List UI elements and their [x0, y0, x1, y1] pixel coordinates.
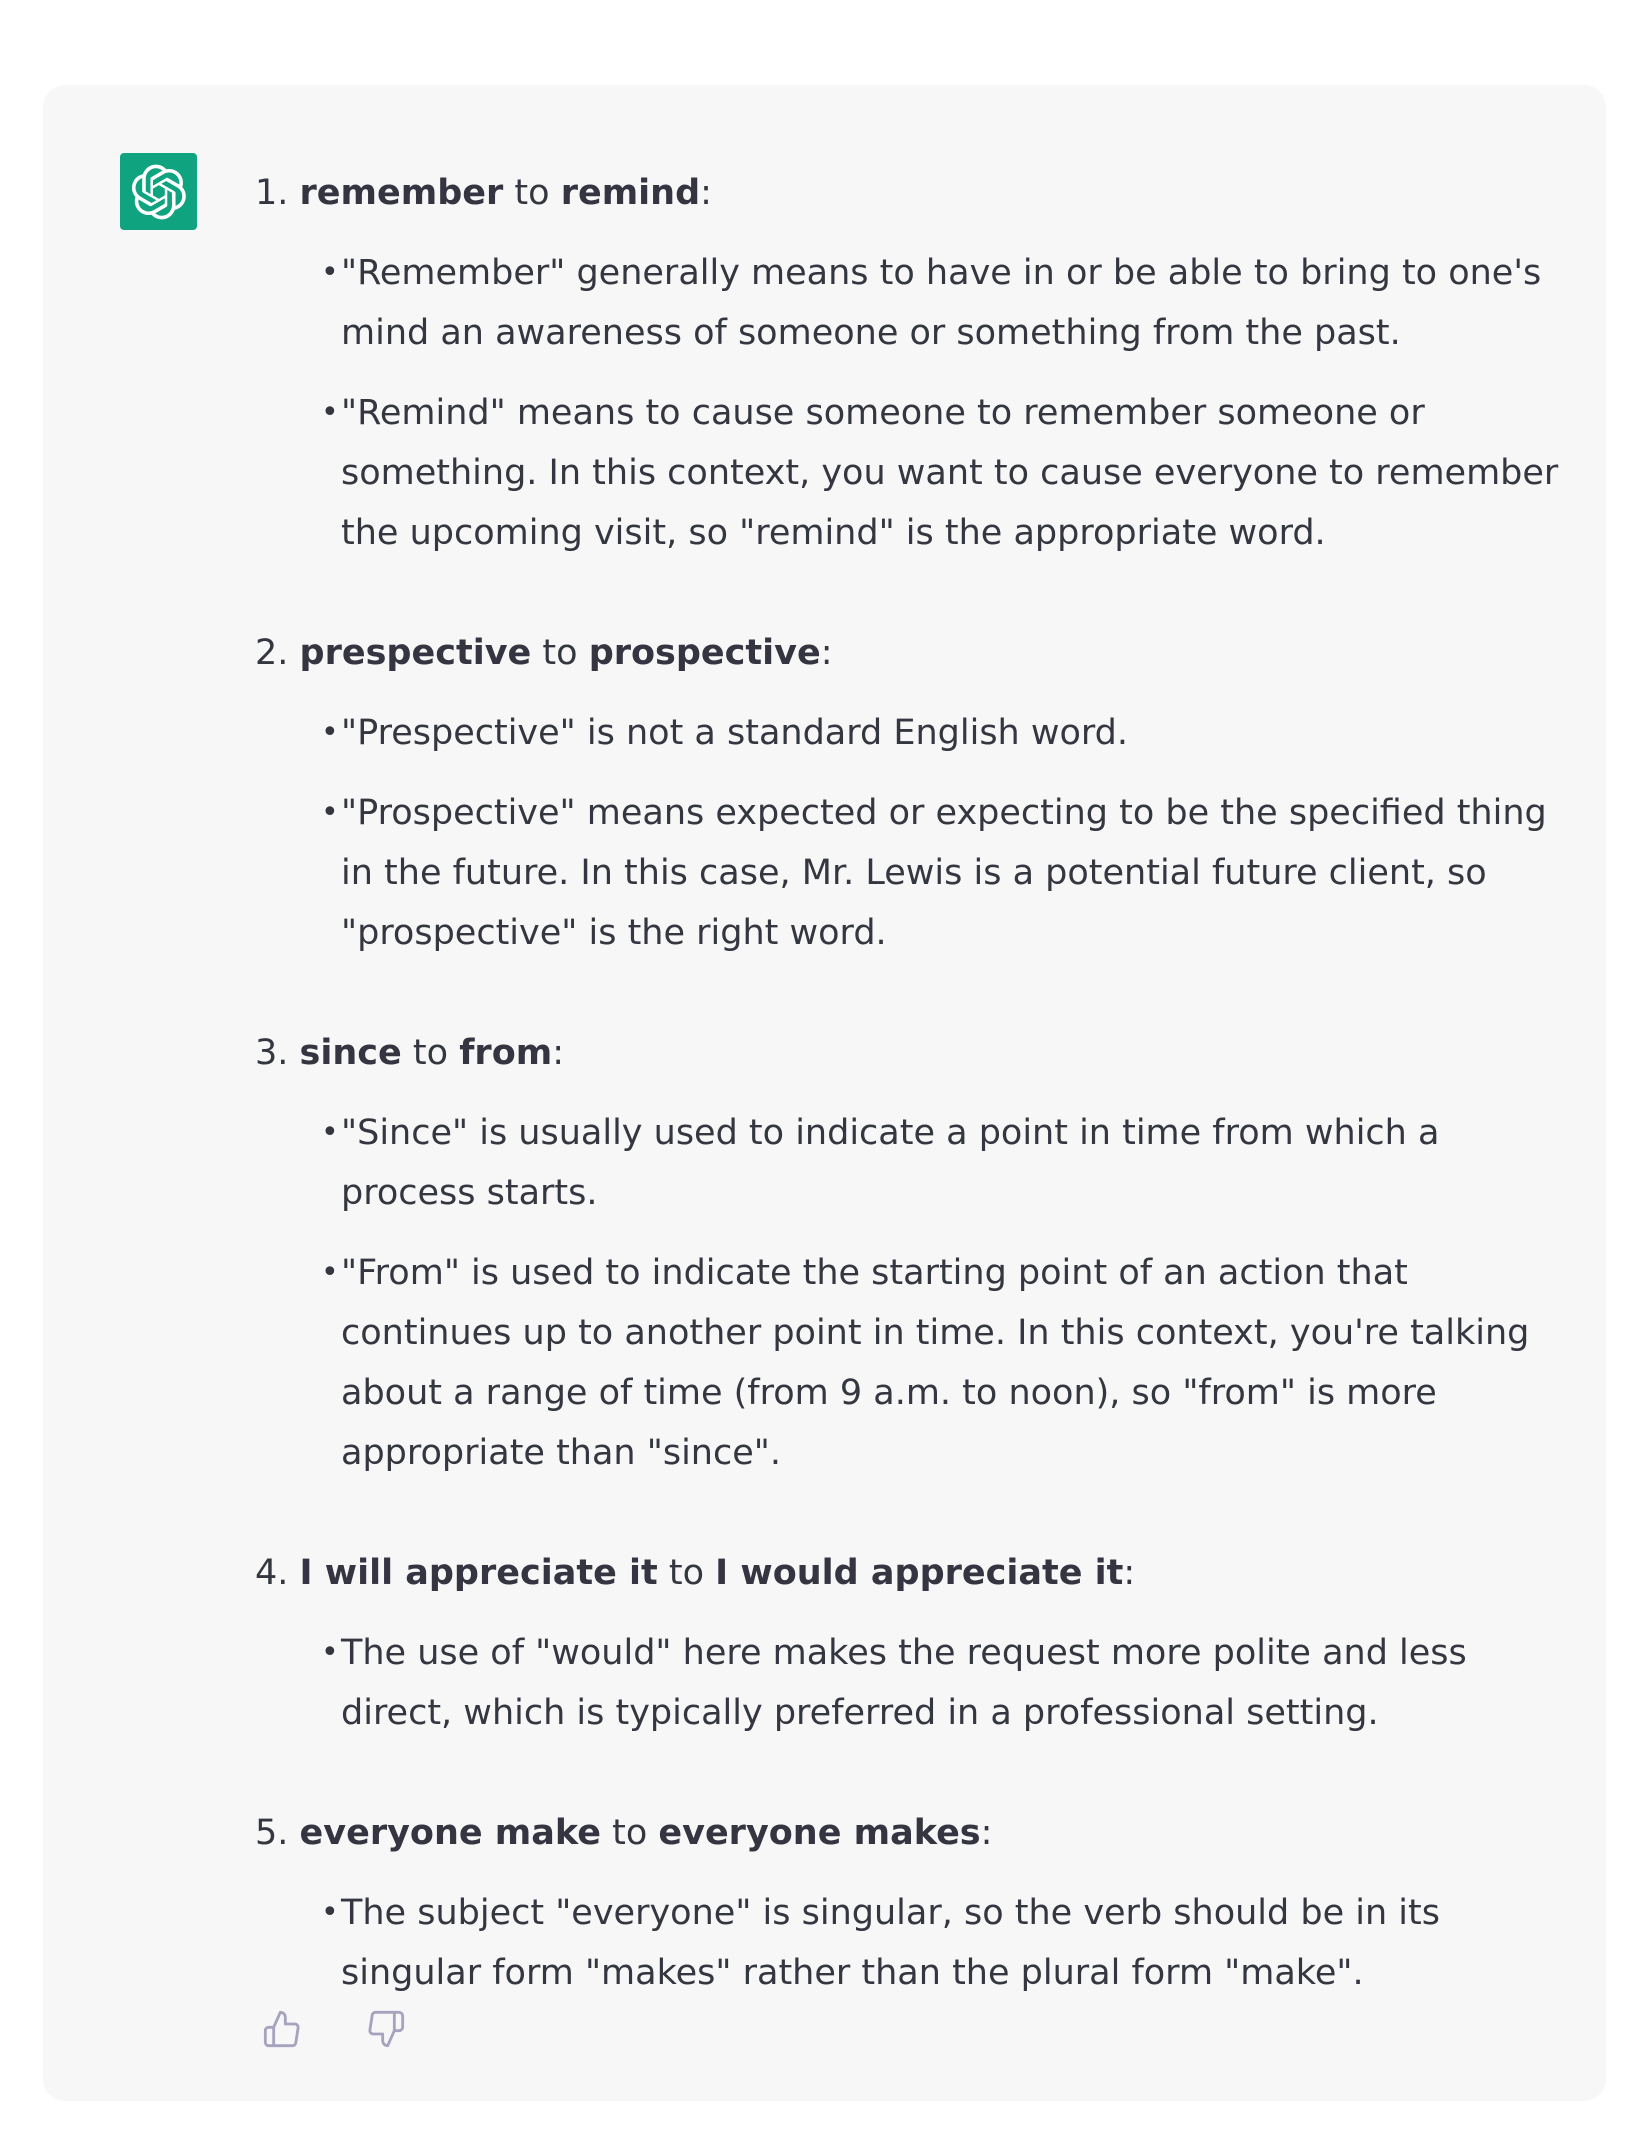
correction-item	[255, 623, 1585, 963]
bullet-item: • "Since" is usually used to indicate a point in time from which a process starts.	[341, 1103, 1585, 1223]
correction-item	[255, 1543, 1585, 1743]
original-word: since	[299, 1033, 402, 1073]
thumbs-down-button[interactable]	[364, 2007, 408, 2051]
corrected-word: remind	[560, 173, 701, 213]
correction-item	[255, 163, 1585, 563]
correction-heading: 4. I will appreciate it to I would appreciate it:	[255, 1553, 1136, 1593]
bullet-list	[255, 1883, 1585, 2003]
bullet-item: • "Remember" generally means to have in or be able to bring to one's mind an awareness of someone or something from the past.	[341, 243, 1585, 363]
original-word: I will appreciate it	[299, 1553, 658, 1593]
bullet-list	[255, 703, 1585, 963]
assistant-avatar	[120, 153, 197, 230]
bullet-list	[255, 1623, 1585, 1743]
bullet-item: • "From" is used to indicate the starting point of an action that continues up to another point in time. In this context, you're talking about a range of time (from 9 a.m. to noon), so "from" is more appropriate than "since".	[341, 1243, 1585, 1483]
bullet-item: • "Prespective" is not a standard English word.	[341, 703, 1585, 763]
bullet-list	[255, 1103, 1585, 1483]
correction-item	[255, 1803, 1585, 2003]
feedback-bar	[260, 2007, 408, 2051]
thumbs-down-icon	[366, 2009, 406, 2049]
corrected-word: from	[459, 1033, 553, 1073]
openai-logo-icon	[131, 164, 187, 220]
corrected-word: everyone makes	[658, 1813, 981, 1853]
bullet-item: • "Prospective" means expected or expecting to be the specified thing in the future. In this case, Mr. Lewis is a potential future client, so "prospective" is the right word.	[341, 783, 1585, 963]
bullet-item: • The subject "everyone" is singular, so the verb should be in its singular form "makes" rather than the plural form "make".	[341, 1883, 1585, 2003]
correction-heading: 3. since to from:	[255, 1033, 565, 1073]
message-content	[255, 163, 1585, 2063]
corrected-word: I would appreciate it	[715, 1553, 1124, 1593]
correction-heading: 5. everyone make to everyone makes:	[255, 1813, 993, 1853]
original-word: prespective	[299, 633, 532, 673]
corrected-word: prospective	[588, 633, 821, 673]
original-word: remember	[299, 173, 504, 213]
original-word: everyone make	[299, 1813, 601, 1853]
thumbs-up-icon	[262, 2009, 302, 2049]
correction-heading: 2. prespective to prospective:	[255, 633, 833, 673]
bullet-list	[255, 243, 1585, 563]
bullet-item: • "Remind" means to cause someone to remember someone or something. In this context, you want to cause everyone to remember the upcoming visit, so "remind" is the appropriate word.	[341, 383, 1585, 563]
bullet-item: • The use of "would" here makes the request more polite and less direct, which is typically preferred in a professional setting.	[341, 1623, 1585, 1743]
assistant-message	[43, 85, 1606, 2101]
thumbs-up-button[interactable]	[260, 2007, 304, 2051]
correction-item	[255, 1023, 1585, 1483]
correction-heading: 1. remember to remind:	[255, 173, 712, 213]
